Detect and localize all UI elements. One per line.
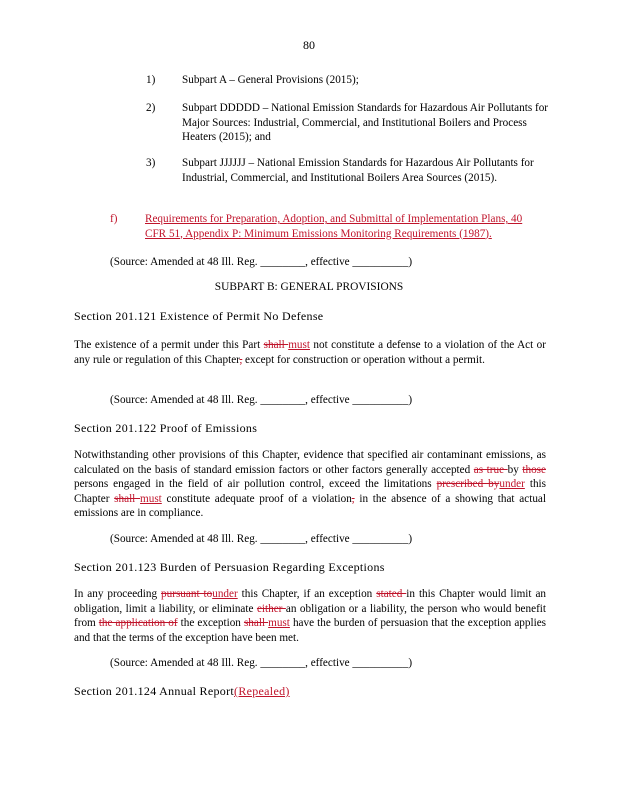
deleted-text: as true: [473, 463, 508, 476]
list-number: 2): [146, 102, 156, 114]
deleted-text: ,: [239, 353, 243, 366]
inserted-text: must: [288, 339, 310, 351]
inserted-text: under: [212, 588, 238, 600]
deleted-text: stated: [376, 588, 407, 600]
list-text-inserted: Requirements for Preparation, Adoption, and Submittal of Implementation Plans, 40 CFR 51, Appendix P: Minimum Emissions Monitoring Requirements (1987).: [145, 213, 523, 240]
list-number: 1): [146, 74, 156, 86]
deleted-text: the application of: [98, 617, 178, 629]
list-number: f): [110, 213, 118, 225]
inserted-text: (Repealed): [234, 684, 290, 698]
list-text: Subpart DDDDD – National Emission Standards for Hazardous Air Pollutants for Major Sources: Industrial, Commercial, and Institutional Boilers and Process Heaters (2015); and: [182, 102, 549, 143]
deleted-text: pursuant to: [161, 588, 213, 600]
page-number: 80: [303, 38, 315, 52]
deleted-text: either: [256, 602, 286, 615]
inserted-text: must: [268, 617, 290, 629]
inserted-text: under: [499, 478, 525, 490]
section-paragraph: Notwithstanding other provisions of this Chapter, evidence that specified air contaminant emissions, as calculated on the basis of standard emission factors or other factors generally accepted as true by those persons engaged in the field of air pollution control, exceed the limitations prescribed byunder this Chapter shall must constitute adequate proof of a violation, in the absence of a showing that actual emissions are in compliance.: [74, 449, 546, 519]
section-paragraph: In any proceeding pursuant tounder this Chapter, if an exception stated in this Chapter would limit an obligation, limit a liability, or eliminate either an obligation or a liability, the person who would benefit from the application of the exception shall must have the burden of persuasion that the exception applies and that the terms of the exception have been met.: [74, 588, 547, 644]
source-note: (Source: Amended at 48 Ill. Reg. ________, effective __________): [110, 394, 413, 406]
source-note: (Source: Amended at 48 Ill. Reg. ________, effective __________): [110, 657, 413, 669]
list-number: 3): [146, 157, 156, 169]
deleted-text: shall: [114, 492, 141, 505]
source-note: (Source: Amended at 48 Ill. Reg. ________, effective __________): [110, 256, 413, 268]
deleted-text: shall: [263, 339, 289, 351]
deleted-text: prescribed by: [436, 478, 500, 490]
deleted-text: ,: [351, 492, 355, 505]
list-text: Subpart JJJJJJ – National Emission Standards for Hazardous Air Pollutants for Industrial, Commercial, and Institutional Boilers Area Sources (2015).: [182, 157, 534, 184]
section-heading: Section 201.121 Existence of Permit No Defense: [74, 309, 324, 323]
section-heading: Section 201.122 Proof of Emissions: [74, 421, 258, 435]
source-note: (Source: Amended at 48 Ill. Reg. ________, effective __________): [110, 533, 413, 545]
deleted-text: shall: [243, 617, 269, 629]
inserted-text: must: [140, 492, 162, 505]
section-heading: Section 201.123 Burden of Persuasion Regarding Exceptions: [74, 560, 385, 574]
section-heading: Section 201.124 Annual Report(Repealed): [74, 684, 290, 698]
subpart-heading: SUBPART B: GENERAL PROVISIONS: [214, 281, 404, 293]
section-paragraph: The existence of a permit under this Part shall must not constitute a defense to a violation of the Act or any rule or regulation of this Chapter, except for construction or operation without a permit.: [74, 339, 546, 366]
deleted-text: those: [522, 463, 546, 476]
list-text: Subpart A – General Provisions (2015);: [182, 74, 359, 86]
